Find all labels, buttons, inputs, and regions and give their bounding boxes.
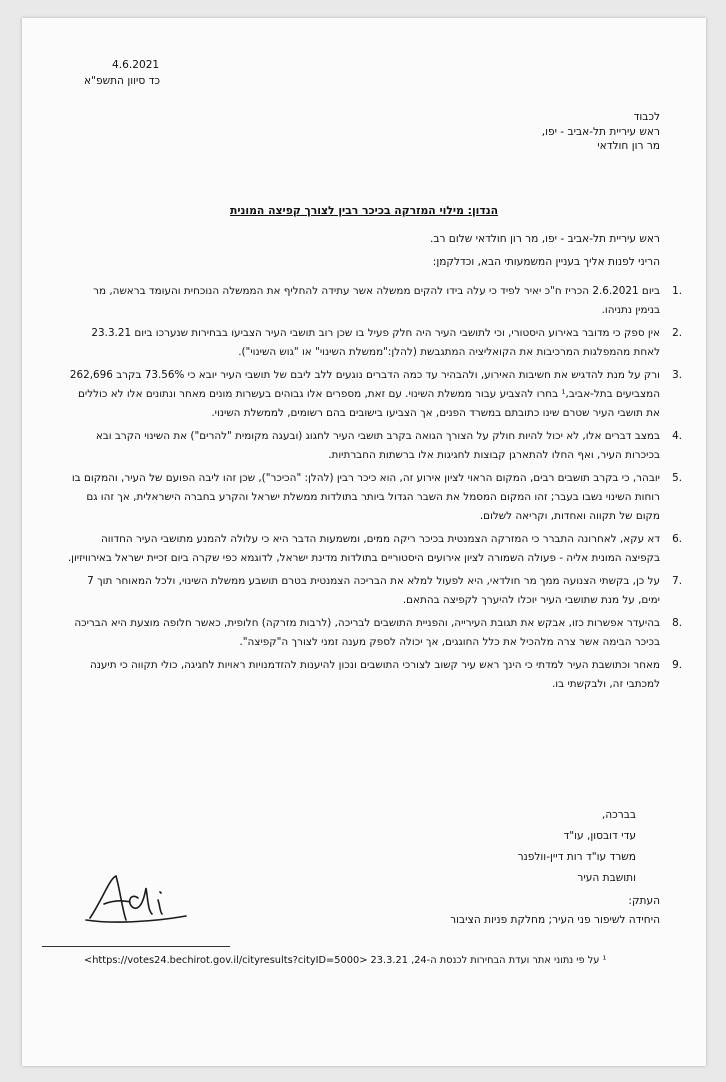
- paragraph-number: .8: [672, 617, 682, 629]
- paragraph-number: .2: [672, 327, 682, 339]
- paragraph-number: .5: [672, 472, 682, 484]
- paragraph: [66, 427, 686, 465]
- paragraph: [66, 324, 686, 362]
- greeting: ראש עיריית תל-אביב - יפו, מר רון חולדאי שלום רב.: [429, 233, 660, 245]
- copy-recipients: היחידה לשיפור פני העיר; מחלקת פניות הציבור: [450, 914, 660, 926]
- paragraph: [66, 572, 686, 610]
- letter-date: 4.6.2021: [112, 59, 160, 71]
- recipient-line: לכבוד: [633, 111, 660, 123]
- paragraph: [66, 530, 686, 568]
- paragraph-text: יובהר, כי בקרב תושבים רבים, המקום הראוי לציון אירוע זה, הוא כיכר רבין (להלן: "הכיכר"), שכן זהו ליבה הפועם של העיר, והמקום בו רוחות השינוי נשבו בעבר; זהו המקום המסמל את השבר הגדול ביותר בתולדות ממשלת ישראל והקרע בחברה הישראלית, אך זהו גם מקום של תקווה ואחדות, וקריאה לשלום.: [71, 472, 660, 522]
- paragraph-number: .7: [672, 575, 682, 587]
- paragraph-text: דא עקא, לאחרונה התברר כי המזרקה הצמנטית בכיכר ריקה ממים, ומשמעות הדבר היא כי עלולה להמנע מתושבי העיר החדווה בקפיצה המונית אליה - פעולה השמורה לציון אירועים היסטוריים בתולדות מדינת ישראל, לדוגמא כפי שקרה ביום זכיית ישראל באירוויזיון.: [67, 533, 660, 564]
- paragraph-text: בהיעדר אפשרות כזו, אבקש את תגובת העירייה, והפניית התושבים לבריכה, (לרבות מזרקה) חלופית, כאשר חלופה מוצעת היא הבריכה בכיכר הבימה אשר צרה מלהכיל את כלל החוגגים, אך יכולה לספק מענה זמני לצורך ה"קפיצה".: [74, 617, 660, 648]
- copy-block: [450, 892, 660, 930]
- paragraph: [66, 656, 686, 694]
- recipient-block: [542, 110, 660, 154]
- numbered-paragraphs: [66, 282, 686, 698]
- subject-text: הנדון: מילוי המזרקה בכיכר רבין לצורך קפיצה המונית: [229, 204, 499, 217]
- paragraph-text: ביום 2.6.2021 הכריז ח"כ יאיר לפיד כי עלה בידו להקים ממשלה אשר עתידה להחליף את הממשלה הנוכחית והעומד בראשה, מר בנימין נתניהו.: [93, 285, 660, 316]
- footnote-divider: [42, 946, 230, 947]
- handwritten-signature: [82, 870, 192, 926]
- intro-line: הריני לפנות אליך בעניין המשמעותי הבא, וכדלקמן:: [432, 256, 660, 268]
- closing-line: משרד עו"ד רות דיין-וולפנר: [517, 851, 636, 863]
- footnote-text: ¹ על פי נתוני אתר ועדת הבחירות לכנסת ה-24, 23.3.21: [370, 955, 607, 966]
- paragraph-number: .9: [672, 659, 682, 671]
- closing-line: בברכה,: [601, 809, 636, 821]
- paragraph-text: ורק על מנת להדגיש את חשיבות האירוע, ולהבהיר עד כמה הדברים נוגעים ללב ליבם של תושבי העיר יובא כי 73.56% בקרב 262,696 המצביעים בתל-אביב,¹ בחרו להצביע עבור ממשלת השינוי. עם זאת, מספרים אלו גבוהים בעשרות מונים מאחר ונתונים אלו לא כוללים את תושבי העיר שטרם שינו כתובתם במשרד הפנים, אך הצביעו בישובים בהם רשומים, לממשלת השינוי.: [69, 369, 660, 419]
- footnote: ¹ על פי נתוני אתר ועדת הבחירות לכנסת ה-24, 23.3.21 <https://votes24.bechirot.gov.il/cityresults?cityID=5000>: [84, 955, 607, 966]
- paragraph: [66, 282, 686, 320]
- letter-subject: [22, 204, 706, 218]
- paragraph: [66, 469, 686, 526]
- closing-block: [518, 805, 636, 889]
- paragraph-text: אין ספק כי מדובר באירוע היסטורי, וכי לתושבי העיר היה חלק פעיל בו שכן רוב תושבי העיר הצביעו בבחירות שנערכו ביום 23.3.21 לאחת מהמפלגות המרכיבות את הקואליציה המתגבשת (להלן:"ממשלת השינוי" או "גוש השינוי").: [91, 327, 660, 358]
- footnote-link[interactable]: https://votes24.bechirot.gov.il/cityresults?cityID=5000: [92, 955, 360, 966]
- recipient-line: ראש עיריית תל-אביב - יפו,: [541, 125, 660, 138]
- closing-line: עדי דובסון, עו"ד: [563, 830, 636, 842]
- paragraph-text: במצב דברים אלו, לא יכול להיות חולק על הצורך הגואה בקרב תושבי העיר לחגוג (ובעגה מקומית "להרים") את השינוי הקרב ובא בכיכרות העיר, ואף החלו להתארגן קבוצות לחגיגות אלו ברשתות החברתיות.: [95, 430, 660, 461]
- recipient-line: מר רון חולדאי: [597, 140, 660, 152]
- paragraph-text: מאחר וכתושבת העיר למדתי כי הינך ראש עיר קשוב לצורכי התושבים ונכון להיענות להזדמנויות ראויות לחגיגה, כולי תקווה כי תיענה למכתבי זה, ולבקשתי בו.: [89, 659, 660, 690]
- paragraph: [66, 366, 686, 423]
- paragraph-number: .6: [672, 533, 682, 545]
- copy-label: העתק:: [628, 895, 660, 907]
- closing-line: ותושבת העיר: [577, 872, 636, 884]
- paragraph-number: .1: [672, 285, 682, 297]
- paragraph-text: על כן, בקשתי הצנועה ממך מר חולדאי, היא לפעול למלא את הבריכה הצמנטית בטרם תושבע ממשלת השינוי, ולכל המאוחר תוך 7 ימים, על מנת שתושבי העיר יוכלו להיערך לקפיצה בהתאם.: [87, 575, 660, 606]
- letter-page: [22, 18, 706, 1066]
- hebrew-date: כד סיוון התשפ"א: [84, 75, 160, 87]
- paragraph-number: .4: [672, 430, 682, 442]
- paragraph-number: .3: [672, 369, 682, 381]
- paragraph: [66, 614, 686, 652]
